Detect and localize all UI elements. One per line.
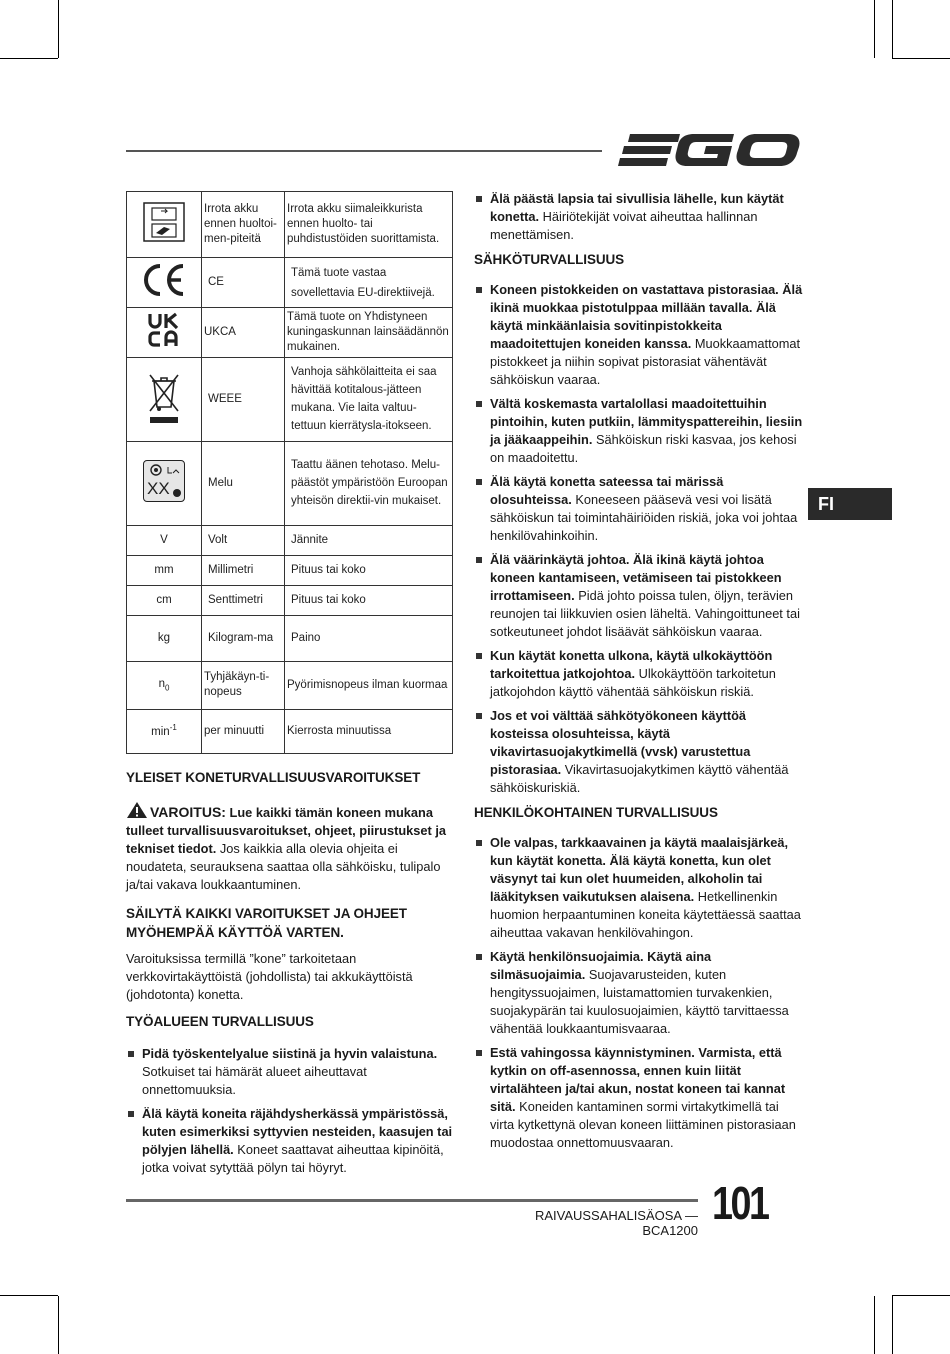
bystander-list bbox=[474, 190, 804, 244]
list-item-text: Sotkuiset tai hämärät alueet aiheuttavat onnettomuuksia. bbox=[142, 1064, 367, 1097]
crop-mark bbox=[892, 1295, 950, 1296]
crop-mark bbox=[874, 0, 875, 58]
section-heading: YLEISET KONETURVALLISUUSVAROITUKSET bbox=[126, 770, 421, 785]
left-column bbox=[126, 768, 454, 1183]
list-item-text: Koneiden kantaminen sormi virtakytkimellä tai virta kytkettynä olevan koneen liittäminen pistorasiaan muodostaa onnettomuusvaaran. bbox=[490, 1099, 796, 1150]
warning-triangle-icon bbox=[126, 801, 148, 819]
symbol-description: Taattu äänen tehotaso. Melu-päästöt ympäristöön Euroopan yhteisön direktii-vin mukaiset. bbox=[285, 441, 453, 525]
symbol-name: Volt bbox=[202, 525, 285, 555]
right-column bbox=[474, 190, 804, 1158]
symbol-description: Pituus tai koko bbox=[285, 585, 453, 615]
symbol-description: Vanhoja sähkölaitteita ei saa hävittää kotitalous-jätteen mukana. Vie laita valtuu-tettuun kierrätysla-itokseen. bbox=[285, 357, 453, 441]
crop-mark bbox=[892, 58, 950, 59]
footer-rule bbox=[126, 1199, 698, 1202]
list-item-text: Ulkokäyttöön tarkoitetun jatkojohdon käyttö vähentää sähköiskun riskiä. bbox=[490, 666, 776, 699]
crop-mark bbox=[874, 1296, 875, 1354]
crop-mark bbox=[58, 0, 59, 58]
warning-bold-text: Lue kaikki tämän koneen mukana tulleet turvallisuusvaroitukset, ohjeet, piirustukset ja tekniset tiedot. bbox=[126, 805, 447, 856]
warning-paragraph bbox=[126, 801, 454, 894]
language-tab: FI bbox=[808, 488, 892, 520]
crop-mark bbox=[0, 1295, 58, 1296]
noise-level-value: XX bbox=[147, 478, 170, 498]
table-row bbox=[127, 555, 453, 585]
list-item bbox=[474, 281, 804, 389]
personal-safety-list bbox=[474, 834, 804, 1152]
section-heading: SÄILYTÄ KAIKKI VAROITUKSET JA OHJEET MYÖHEMPÄÄ KÄYTTÖÄ VARTEN. bbox=[126, 906, 407, 940]
list-item-text: Sähköiskun riski kasvaa, jos kehosi on maadoitettu. bbox=[490, 432, 797, 465]
crop-mark bbox=[0, 58, 58, 59]
symbol-description: Tämä tuote vastaa sovellettavia EU-direktiivejä. bbox=[285, 258, 453, 308]
table-row bbox=[127, 258, 453, 308]
symbol-description: Kierrosta minuutissa bbox=[285, 709, 453, 753]
ego-logo bbox=[618, 128, 802, 172]
footer-model: RAIVAUSSAHALISÄOSA — BCA1200 bbox=[534, 1208, 698, 1238]
list-item-text: Suojavarusteiden, kuten hengityssuojaimen, luistamattomien turvakenkien, suojakypärän tai kuulosuojaimien, käyttö tarvittaessa vähentää loukkaantumisvaaraa. bbox=[490, 967, 789, 1036]
list-item bbox=[474, 473, 804, 545]
symbol-text: kg bbox=[127, 615, 202, 661]
electric-safety-list bbox=[474, 281, 804, 797]
symbol-subscript: 0 bbox=[164, 683, 170, 693]
decibel-icon bbox=[172, 488, 182, 498]
intro-paragraph: Varoituksissa termillä ”kone” tarkoitetaan verkkovirtakäyttöistä (johdollista) tai akkukäyttöistä (johdotonta) konetta. bbox=[126, 951, 413, 1002]
list-item bbox=[474, 834, 804, 942]
noise-label-icon bbox=[143, 460, 185, 502]
table-row bbox=[127, 192, 453, 258]
crop-mark bbox=[892, 1296, 893, 1354]
list-item bbox=[474, 707, 804, 797]
list-item-bold: Ole valpas, tarkkaavainen ja käytä maalaisjärkeä, kun käytät konetta. Älä käytä konetta, kun olet väsynyt tai kun olet huumeiden, alkoholin tai lääkityksen vaikutuksen alaisena. bbox=[490, 835, 789, 904]
list-item-text: Hetkellinenkin huomion herpaantuminen koneita käytettäessä saattaa aiheuttaa vakavan henkilövahingon. bbox=[490, 889, 801, 940]
symbol-description: Irrota akku siimaleikkurista ennen huolto- tai puhdistustöiden suorittamista. bbox=[285, 192, 453, 258]
table-row bbox=[127, 308, 453, 358]
warning-text: Jos kaikkia alla olevia ohjeita ei noudateta, seurauksena saattaa olla sähköisku, tulipalo ja/tai vakava loukkaantuminen. bbox=[126, 841, 441, 892]
list-item bbox=[474, 647, 804, 701]
symbols-table bbox=[126, 191, 453, 754]
symbol-name: Senttimetri bbox=[202, 585, 285, 615]
list-item bbox=[126, 1105, 454, 1177]
symbol-name: per minuutti bbox=[202, 709, 285, 753]
symbol-description: Tämä tuote on Yhdistyneen kuningaskunnan lainsäädännön mukainen. bbox=[285, 308, 453, 358]
symbol-cell bbox=[127, 709, 202, 753]
list-item-bold: Estä vahingossa käynnistyminen. Varmista, että kytkin on off-asennossa, ennen kuin liität virtalähteen ja/tai akun, nostat koneen tai kannat sitä. bbox=[490, 1045, 786, 1114]
table-row bbox=[127, 441, 453, 525]
list-item bbox=[474, 395, 804, 467]
table-row bbox=[127, 585, 453, 615]
list-item-bold: Pidä työskentelyalue siistinä ja hyvin valaistuna. bbox=[142, 1046, 438, 1061]
list-item-text: Häiriötekijät voivat aiheuttaa hallinnan menettämisen. bbox=[490, 209, 758, 242]
symbol-description: Pituus tai koko bbox=[285, 555, 453, 585]
symbol-name: UKCA bbox=[202, 308, 285, 358]
symbol-name: CE bbox=[202, 258, 285, 308]
symbol-name: Melu bbox=[202, 441, 285, 525]
table-row bbox=[127, 661, 453, 709]
crop-mark bbox=[58, 1296, 59, 1354]
section-heading: SÄHKÖTURVALLISUUS bbox=[474, 252, 625, 267]
list-item-bold: Älä väärinkäytä johtoa. Älä ikinä käytä johtoa koneen kantamiseen, vetämiseen tai pistokkeen irrottamiseen. bbox=[490, 552, 782, 603]
table-row bbox=[127, 525, 453, 555]
list-item-bold: Käytä henkilönsuojaimia. Käytä aina silmäsuojaimia. bbox=[490, 949, 712, 982]
table-row bbox=[127, 357, 453, 441]
header-rule bbox=[126, 150, 602, 152]
symbol-cell bbox=[127, 308, 202, 358]
symbol-text: n bbox=[158, 677, 165, 690]
list-item-bold: Koneen pistokkeiden on vastattava pistorasiaa. Älä ikinä muokkaa pistotulppaa millään tavalla. Älä käytä minkäänlaisia sovitinpistokkeita maadoitettujen koneiden kanssa. bbox=[490, 282, 803, 351]
list-item-text: Vikavirtasuojakytkimen käyttö vähentää sähköiskuriskiä. bbox=[490, 762, 789, 795]
symbol-description: Paino bbox=[285, 615, 453, 661]
symbol-superscript: -1 bbox=[169, 722, 177, 732]
list-item bbox=[474, 190, 804, 244]
symbol-name: WEEE bbox=[202, 357, 285, 441]
list-item bbox=[474, 948, 804, 1038]
symbol-cell bbox=[127, 661, 202, 709]
symbol-name: Irrota akku ennen huoltoi-men-piteitä bbox=[202, 192, 285, 258]
list-item-text: Koneeseen pääsevä vesi voi lisätä sähköiskun tai toimintahäiriöiden riskiä, joka voi johtaa henkilövahinkoihin. bbox=[490, 492, 798, 543]
warning-label: VAROITUS: bbox=[150, 804, 226, 820]
list-item-text: Koneet saattavat aiheuttaa kipinöitä, jotka voivat sytyttää pölyn tai höyryt. bbox=[142, 1142, 444, 1175]
symbol-cell bbox=[127, 258, 202, 308]
symbol-text: mm bbox=[127, 555, 202, 585]
list-item-text: Pidä johto poissa tulen, öljyn, terävien reunojen tai liikkuvien osien läheltä. Vahingoittuneet tai sotkeutuneet johdot lisäävät sähköiskun vaaraa. bbox=[490, 588, 800, 639]
crop-mark bbox=[892, 0, 893, 58]
symbol-cell bbox=[127, 441, 202, 525]
symbol-description: Pyörimisnopeus ilman kuormaa bbox=[285, 661, 453, 709]
read-manual-icon bbox=[141, 200, 187, 244]
symbol-cell bbox=[127, 192, 202, 258]
symbol-text: min bbox=[151, 725, 170, 738]
symbol-name: Millimetri bbox=[202, 555, 285, 585]
list-item-text: Muokkaamattomat pistokkeet ja niihin sopivat pistorasiat vähentävät sähköiskun vaaraa. bbox=[490, 336, 801, 387]
section-heading: HENKILÖKOHTAINEN TURVALLISUUS bbox=[474, 805, 718, 820]
sound-power-icon bbox=[144, 462, 184, 480]
symbol-text: cm bbox=[127, 585, 202, 615]
page-number: 101 bbox=[712, 1177, 768, 1229]
list-item-bold: Älä käytä konetta sateessa tai märissä olosuhteissa. bbox=[490, 474, 724, 507]
section-heading: TYÖALUEEN TURVALLISUUS bbox=[126, 1014, 314, 1029]
list-item-bold: Vältä koskemasta vartalollasi maadoitettuihin pintoihin, kuten putkiin, lämmityspattereihin, liesiin ja jääkaappeihin. bbox=[490, 396, 803, 447]
table-row bbox=[127, 709, 453, 753]
table-row bbox=[127, 615, 453, 661]
ce-mark-icon bbox=[140, 261, 188, 299]
work-area-list bbox=[126, 1045, 454, 1177]
symbol-cell bbox=[127, 357, 202, 441]
list-item-bold: Älä päästä lapsia tai sivullisia lähelle, kun käytät konetta. bbox=[490, 191, 784, 224]
symbol-description: Jännite bbox=[285, 525, 453, 555]
symbol-name: Tyhjäkäyn-ti-nopeus bbox=[202, 661, 285, 709]
list-item bbox=[126, 1045, 454, 1099]
list-item bbox=[474, 1044, 804, 1152]
symbol-text: V bbox=[127, 525, 202, 555]
list-item-bold: Älä käytä koneita räjähdysherkässä ympäristössä, kuten esimerkiksi syttyvien nesteiden, kaasujen tai pölyjen lähellä. bbox=[142, 1106, 453, 1157]
symbol-name: Kilogram-ma bbox=[202, 615, 285, 661]
list-item bbox=[474, 551, 804, 641]
list-item-bold: Kun käytät konetta ulkona, käytä ulkokäyttöön tarkoitettua jatkojohtoa. bbox=[490, 648, 773, 681]
weee-bin-icon bbox=[144, 367, 184, 427]
ukca-mark-icon bbox=[144, 311, 184, 349]
list-item-bold: Jos et voi välttää sähkötyökoneen käyttöä kosteissa olosuhteissa, käytä vikavirtasuojakytkimellä (vvsk) varustettua pistorasiaa. bbox=[490, 708, 751, 777]
